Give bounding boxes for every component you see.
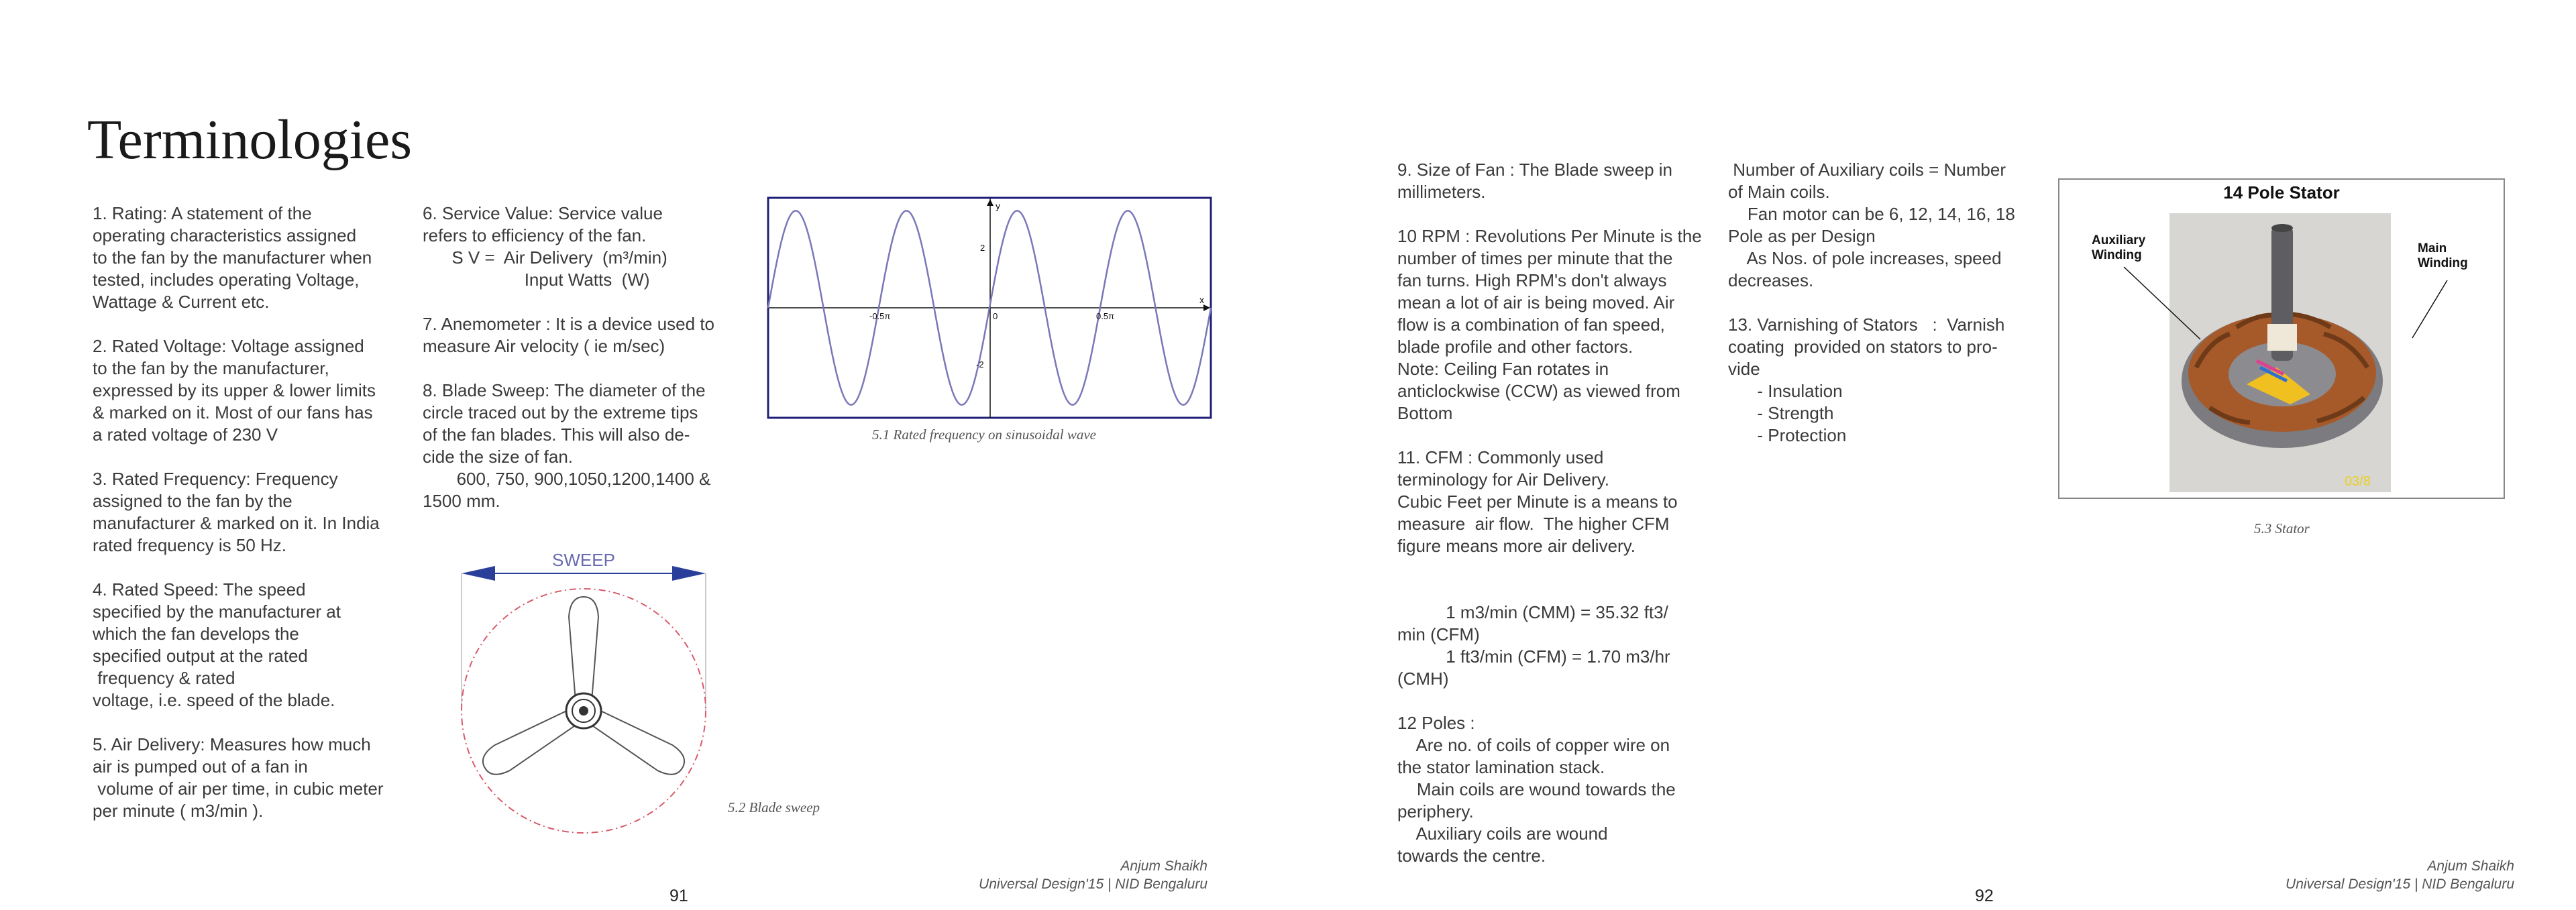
text-line: voltage, i.e. speed of the blade. (93, 690, 335, 710)
blade-sweep-diagram (456, 543, 711, 838)
text-line: mean a lot of air is being moved. Air (1397, 292, 1675, 312)
text-line: to the fan by the manufacturer, (93, 358, 329, 378)
text-line (1397, 579, 1706, 602)
paragraph (1397, 447, 1706, 557)
text-line: 10 RPM : Revolutions Per Minute is the (1397, 226, 1702, 246)
text-line: cide the size of fan. (423, 447, 574, 467)
paragraph (93, 579, 400, 712)
sine-chart-caption: 5.1 Rated frequency on sinusoidal wave (872, 426, 1096, 443)
text-line: decreases. (1728, 270, 1814, 290)
text-line: rated frequency is 50 Hz. (93, 535, 287, 555)
text-line: the stator lamination stack. (1397, 757, 1605, 777)
text-line: per minute ( m3/min ). (93, 801, 264, 821)
text-line: Input Watts (W) (423, 270, 650, 290)
stator-label-main: Main Winding (2418, 241, 2468, 270)
text-line: towards the centre. (1397, 846, 1546, 866)
y-axis-label: y (996, 201, 1000, 211)
text-line: S V = Air Delivery (m³/min) (423, 247, 667, 268)
x-tick-label-pos: 0.5π (1096, 311, 1115, 321)
text-line: of the fan blades. This will also de- (423, 424, 690, 445)
page-number-left: 91 (669, 887, 688, 905)
paragraph (1728, 159, 2037, 292)
text-line: which the fan develops the (93, 624, 299, 644)
text-line: fan turns. High RPM's don't always (1397, 270, 1667, 290)
footer-author: Anjum Shaikh (2427, 858, 2514, 874)
text-line: vide (1728, 359, 1760, 379)
y-tick-label-neg: -2 (976, 359, 984, 369)
text-line: measure air flow. The higher CFM (1397, 514, 1670, 534)
text-line: - Insulation (1728, 381, 1843, 401)
y-tick-label-pos: 2 (980, 243, 985, 253)
paragraph (1397, 159, 1706, 203)
text-line: 2. Rated Voltage: Voltage assigned (93, 336, 364, 356)
left-text-column-2 (423, 203, 731, 534)
text-line: tested, includes operating Voltage, (93, 270, 360, 290)
right-text-column-2 (1728, 159, 2037, 469)
text-line: coating provided on stators to pro- (1728, 337, 1998, 357)
stator-caption: 5.3 Stator (2254, 520, 2310, 536)
footer-institution: Universal Design'15 | NID Bengaluru (979, 876, 1208, 892)
text-line: number of times per minute that the (1397, 248, 1673, 268)
text-line: 9. Size of Fan : The Blade sweep in (1397, 160, 1672, 180)
text-line: periphery. (1397, 801, 1474, 821)
text-line: to the fan by the manufacturer when (93, 247, 372, 268)
x-axis-label: x (1199, 294, 1204, 305)
paragraph (93, 734, 400, 822)
text-line: 7. Anemometer : It is a device used to (423, 314, 715, 334)
paragraph (93, 203, 400, 313)
text-line: a rated voltage of 230 V (93, 424, 278, 445)
text-line: min (CFM) (1397, 624, 1480, 644)
fan-blades (478, 597, 690, 781)
text-line: blade profile and other factors. (1397, 337, 1633, 357)
text-line: specified output at the rated (93, 646, 308, 666)
right-footer (2286, 857, 2514, 893)
text-line: Number of Auxiliary coils = Number (1728, 160, 2006, 180)
text-line: circle traced out by the extreme tips (423, 402, 698, 422)
text-line: manufacturer & marked on it. In India (93, 513, 380, 533)
text-line: (CMH) (1397, 669, 1449, 689)
text-line: 1. Rating: A statement of the (93, 203, 312, 223)
left-text-column-1 (93, 203, 400, 844)
text-line: frequency & rated (93, 668, 235, 688)
text-line: 600, 750, 900,1050,1200,1400 & (423, 469, 711, 489)
paragraph (1397, 225, 1706, 424)
text-line: figure means more air delivery. (1397, 536, 1635, 556)
left-footer (979, 857, 1208, 893)
text-line: millimeters. (1397, 182, 1486, 202)
paragraph (1728, 314, 2037, 447)
blade-sweep-caption: 5.2 Blade sweep (728, 799, 820, 815)
page-title: Terminologies (87, 109, 413, 171)
x-tick-label-zero: 0 (993, 311, 998, 321)
text-line: air is pumped out of a fan in (93, 756, 308, 777)
text-line: 5. Air Delivery: Measures how much (93, 734, 371, 754)
text-line: 13. Varnishing of Stators : Varnish (1728, 315, 2005, 335)
paragraph (423, 203, 731, 291)
text-line: Pole as per Design (1728, 226, 1876, 246)
text-line: 1 ft3/min (CFM) = 1.70 m3/hr (1397, 646, 1670, 667)
stator-leader-lines (2059, 180, 2504, 498)
text-line: specified by the manufacturer at (93, 602, 341, 622)
page-number-right: 92 (1975, 887, 1994, 905)
text-line: 11. CFM : Commonly used (1397, 447, 1604, 467)
paragraph (93, 335, 400, 446)
paragraph (1397, 579, 1706, 690)
text-line: expressed by its upper & lower limits (93, 380, 376, 400)
text-line: - Protection (1728, 425, 1847, 445)
x-tick-label-neg: -0.5π (869, 311, 891, 321)
paragraph (93, 468, 400, 557)
text-line: As Nos. of pole increases, speed (1728, 248, 2002, 268)
text-line: 8. Blade Sweep: The diameter of the (423, 380, 706, 400)
text-line: 1 m3/min (CMM) = 35.32 ft3/ (1397, 602, 1668, 622)
fan-hub-inner (579, 706, 588, 716)
text-line: Bottom (1397, 403, 1453, 423)
paragraph (423, 380, 731, 512)
text-line: of Main coils. (1728, 182, 1830, 202)
text-line: Fan motor can be 6, 12, 14, 16, 18 (1728, 204, 2015, 224)
text-line: 12 Poles : (1397, 713, 1475, 733)
sweep-arrow-right (672, 566, 706, 581)
text-line: assigned to the fan by the (93, 491, 292, 511)
text-line: operating characteristics assigned (93, 225, 357, 245)
text-line: - Strength (1728, 403, 1834, 423)
paragraph (423, 313, 731, 357)
text-line: volume of air per time, in cubic meter (93, 779, 384, 799)
paragraph (1397, 712, 1706, 867)
text-line: refers to efficiency of the fan. (423, 225, 647, 245)
footer-institution: Universal Design'15 | NID Bengaluru (2286, 876, 2514, 892)
text-line: & marked on it. Most of our fans has (93, 402, 373, 422)
text-line: 3. Rated Frequency: Frequency (93, 469, 338, 489)
stator-title: 14 Pole Stator (2223, 182, 2340, 203)
stator-figure (2058, 178, 2505, 499)
text-line: flow is a combination of fan speed, (1397, 315, 1665, 335)
text-line: Note: Ceiling Fan rotates in (1397, 359, 1609, 379)
text-line: Cubic Feet per Minute is a means to (1397, 492, 1678, 512)
footer-author: Anjum Shaikh (1120, 858, 1208, 874)
sine-wave-chart (765, 194, 1214, 422)
sweep-arrow-left (462, 566, 495, 581)
text-line: Are no. of coils of copper wire on (1397, 735, 1670, 755)
y-axis-arrow (987, 199, 994, 206)
text-line: Auxiliary coils are wound (1397, 823, 1608, 844)
sweep-label: SWEEP (552, 550, 615, 570)
right-text-column-1 (1397, 159, 1706, 889)
text-line: Wattage & Current etc. (93, 292, 270, 312)
x-axis-arrow (1203, 304, 1210, 311)
stator-label-auxiliary: Auxiliary Winding (2092, 233, 2146, 262)
text-line: Main coils are wound towards the (1397, 779, 1676, 799)
text-line: 4. Rated Speed: The speed (93, 579, 306, 600)
text-line: measure Air velocity ( ie m/sec) (423, 336, 665, 356)
text-line: terminology for Air Delivery. (1397, 469, 1609, 490)
stator-photo-overlay: 03/8 (2345, 474, 2371, 489)
text-line: 1500 mm. (423, 491, 500, 511)
text-line: anticlockwise (CCW) as viewed from (1397, 381, 1680, 401)
text-line: 6. Service Value: Service value (423, 203, 663, 223)
